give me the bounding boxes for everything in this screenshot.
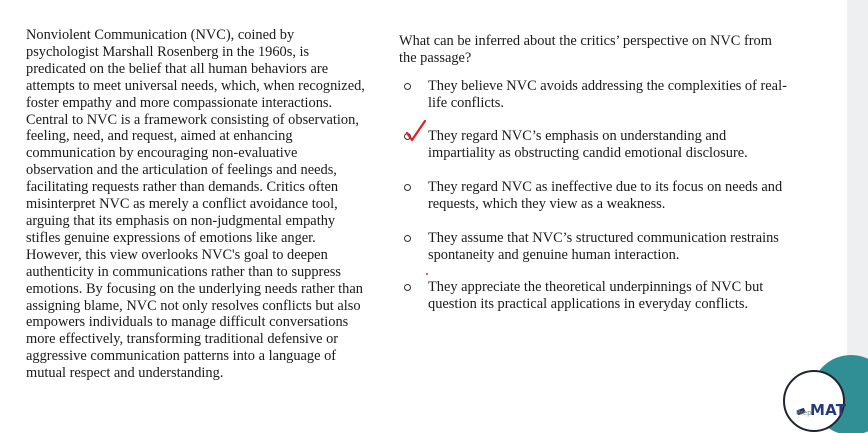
- annotation-dot: [426, 273, 428, 275]
- prepmat-logo: [768, 352, 868, 433]
- logo-ring: [783, 370, 845, 432]
- logo-brand: MAT: [810, 401, 847, 419]
- radio-bullet-icon[interactable]: [404, 83, 411, 90]
- logo-prefix: Prep: [796, 409, 812, 417]
- radio-bullet-icon[interactable]: [404, 284, 411, 291]
- checkmark-icon: [405, 119, 427, 143]
- answer-option-text: They believe NVC avoids addressing the complexities of real-life conflicts.: [428, 78, 787, 111]
- reading-passage: Nonviolent Communication (NVC), coined by psychologist Marshall Rosenberg in the 1960s, is predicated on the belief that all human behaviors are attempts to meet universal needs, which, when recognized, foster empathy and more compassionate interactions. Central to NVC is a framework consisting of observation, feeling, need, and request, aimed at enhancing communication by encouraging non-evaluative observation and the articulation of feelings and needs, facilitating requests rather than demands. Critics often misinterpret NVC as merely a conflict avoidance tool, arguing that its emphasis on non-judgmental empathy stifles genuine expressions of emotions like anger. However, this view overlooks NVC's goal to deepen authenticity in communications rather than to suppress emotions. By focusing on the underlying needs rather than assigning blame, NVC not only resolves conflicts but also empowers individuals to manage difficult conversations more effectively, transforming traditional defensive or aggressive communication patterns into a language of mutual respect and understanding.: [26, 27, 365, 382]
- radio-bullet-icon[interactable]: [404, 235, 411, 242]
- question-stem: What can be inferred about the critics’ perspective on NVC from the passage?: [399, 33, 772, 66]
- radio-bullet-icon[interactable]: [404, 184, 411, 191]
- answer-option-text: They regard NVC as ineffective due to its focus on needs and requests, which they view as a weakness.: [428, 179, 783, 212]
- answer-option-text: They regard NVC’s emphasis on understanding and impartiality as obstructing candid emotional disclosure.: [428, 128, 748, 161]
- answer-option-text: They appreciate the theoretical underpinnings of NVC but question its practical applications in everyday conflicts.: [428, 279, 764, 312]
- answer-option-text: They assume that NVC’s structured communication restrains spontaneity and genuine human interaction.: [428, 230, 779, 263]
